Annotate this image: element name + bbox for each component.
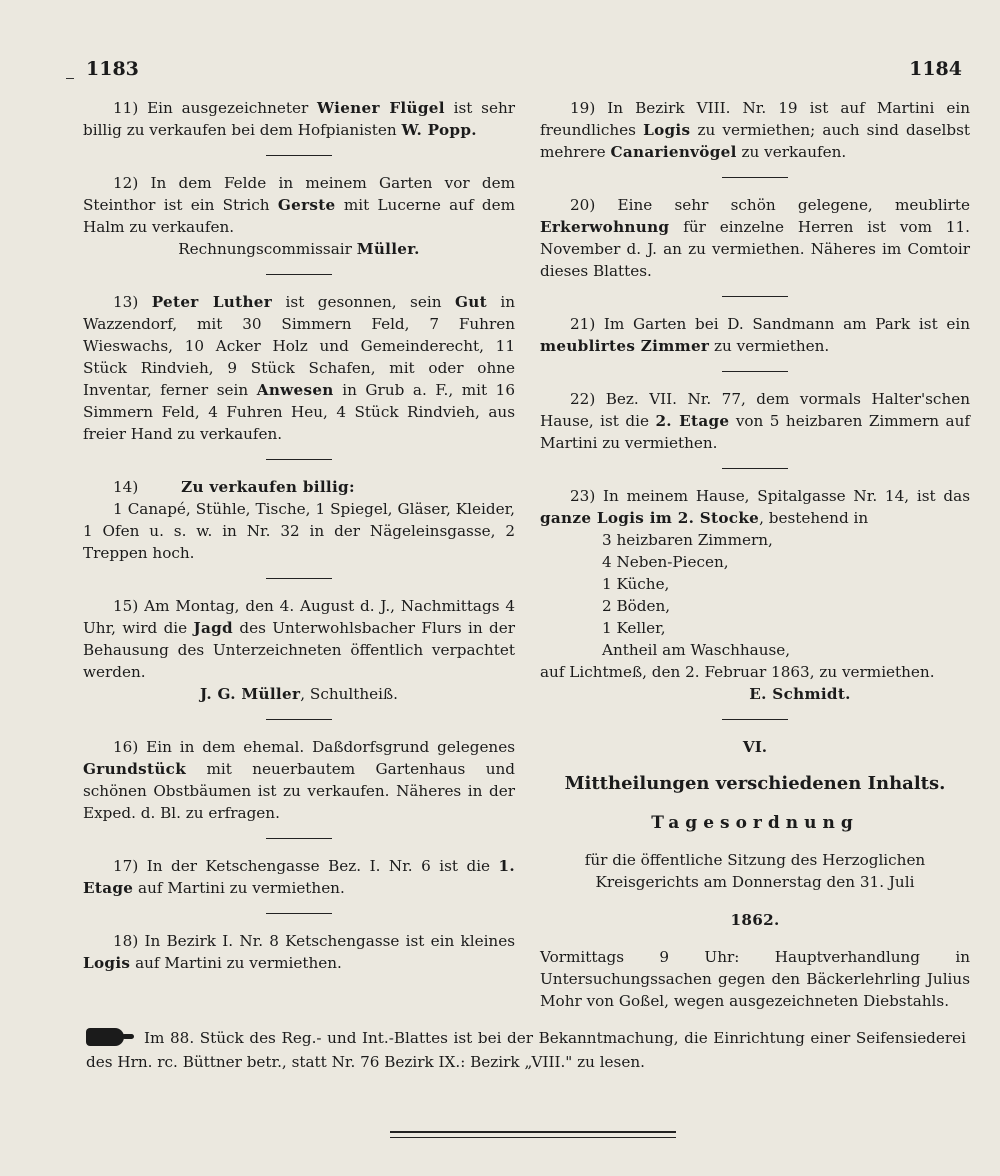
ad-22 [540, 388, 970, 454]
ad-text: auf Martini zu vermiethen. [133, 879, 345, 897]
divider [722, 296, 788, 297]
ad-highlight: Logis [643, 121, 691, 139]
ad-text: 23) In meinem Hause, Spitalgasse Nr. 14, ist das [570, 487, 970, 505]
ad-text: mit Lucerne auf dem Halm zu verkaufen. [83, 196, 515, 236]
ad-text: 12) In dem Felde in meinem Garten vor dem Steinthor ist ein Strich [83, 174, 515, 214]
ad-text: in Wazzendorf, mit 30 Simmern Feld, 7 Fuhren Wieswachs, 10 Acker Holz und Gemeinderecht, 11 Stück Rindvieh, 9 Stück Schafen, mit oder ohne Inventar, ferner sein [83, 293, 516, 399]
agenda-year: 1862. [730, 910, 780, 929]
divider [266, 719, 332, 720]
pointing-hand-icon [86, 1028, 124, 1046]
divider [266, 155, 332, 156]
ad-text: 20) Eine sehr schön gelegene, meublirte [570, 196, 970, 214]
signature-name: J. G. Müller [200, 685, 301, 703]
ad-20 [540, 194, 970, 282]
ad-text: zu vermiethen. [709, 337, 830, 355]
ad-number: 14) [113, 478, 139, 496]
ad-text: des Unterwohlsbacher Flurs in der Behausung des Unterzeichneten öffentlich verpachtet werden. [83, 619, 515, 681]
left-column [83, 97, 515, 974]
correction-note [86, 1026, 966, 1074]
ad-highlight: W. Popp. [401, 121, 477, 139]
divider [722, 177, 788, 178]
ad-highlight: Gerste [277, 196, 336, 214]
ad-text: mit neuerbautem Gartenhaus und schönen Obstbäumen ist zu verkaufen. Näheres in der Exped. d. Bl. zu erfragen. [83, 760, 515, 822]
ad-text: in Grub a. F., mit 16 Simmern Feld, 4 Fuhren Heu, 4 Stück Rindvieh, aus freier Hand zu verkaufen. [83, 381, 515, 443]
list-item: Antheil am Waschhause, [602, 641, 791, 659]
divider [266, 274, 332, 275]
ad-11 [83, 97, 515, 141]
closing-double-rule [390, 1131, 676, 1138]
divider [722, 371, 788, 372]
section-title: Mittheilungen verschiedenen Inhalts. [564, 773, 946, 795]
ad-text: 22) Bez. VII. Nr. 77, dem vormals Halter'schen Hause, ist die [540, 390, 970, 430]
ad-16 [83, 736, 515, 824]
ad-text: 19) In Bezirk VIII. Nr. 19 ist auf Martini ein freundliches [540, 99, 970, 139]
ad-15 [83, 595, 515, 705]
correction-text: Im 88. Stück des Reg.- und Int.-Blattes ist bei der Bekanntmachung, die Einrichtung einer Seifensiederei des Hrn. rc. Büttner betr., statt Nr. 76 Bezirk IX.: Bezirk „VIII." zu lesen. [86, 1029, 966, 1071]
ad-highlight: Erkerwohnung [540, 218, 670, 236]
signature-name: E. Schmidt. [749, 685, 851, 703]
divider [266, 838, 332, 839]
ad-highlight: ganze Logis im 2. Stocke [540, 509, 760, 527]
list-item: 4 Neben-Piecen, [602, 553, 729, 571]
ad-text: 16) Ein in dem ehemal. Daßdorfsgrund gelegenes [113, 738, 515, 756]
ad-text: , bestehend in [759, 509, 869, 527]
ad-highlight: Wiener Flügel [317, 99, 445, 117]
ad-18 [83, 930, 515, 974]
agenda-session [540, 946, 970, 1012]
margin-mark [66, 78, 74, 79]
ad-23 [540, 485, 970, 705]
divider [266, 578, 332, 579]
ad-text: von 5 heizbaren Zimmern auf Martini zu vermiethen. [540, 412, 970, 452]
signature-title: , Schultheiß. [300, 685, 398, 703]
page-number-right: 1184 [909, 58, 962, 80]
ad-14 [83, 476, 515, 564]
signature-title: Rechnungscommissair [178, 240, 357, 258]
signature-name: Müller. [356, 240, 420, 258]
ad-17 [83, 855, 515, 899]
divider [722, 719, 788, 720]
ad-text: ist sehr billig zu verkaufen bei dem Hofpianisten [83, 99, 516, 139]
ad-19 [540, 97, 970, 163]
ad-highlight: Gut [454, 293, 487, 311]
ad-text: zu vermiethen; auch sind daselbst mehrere [540, 121, 970, 161]
ad-text: auf Martini zu vermiethen. [130, 954, 342, 972]
ad-heading: Zu verkaufen billig: [181, 478, 355, 496]
agenda-title: Tagesordnung [651, 813, 859, 834]
divider [722, 468, 788, 469]
section-vi [540, 736, 970, 1012]
ad-signature [83, 683, 515, 705]
ad-highlight: 1. Etage [83, 857, 515, 897]
ad-text: für einzelne Herren ist vom 11. November d. J. an zu vermiethen. Näheres im Comtoir dieses Blattes. [540, 218, 970, 280]
list-item: 1 Küche, [602, 575, 670, 593]
ad-highlight: 2. Etage [655, 412, 730, 430]
session-text: Hauptverhandlung in Untersuchungssachen gegen den Bäckerlehrling Julius Mohr von Goßel, wegen ausgezeichneten Diebstahls. [540, 947, 970, 1010]
ad-21 [540, 313, 970, 357]
ad-highlight: Grundstück [83, 760, 187, 778]
ad-text: 17) In der Ketschengasse Bez. I. Nr. 6 ist die [113, 857, 499, 875]
list-item: 1 Keller, [602, 619, 666, 637]
ad-text: ist gesonnen, sein [272, 293, 455, 311]
divider [266, 459, 332, 460]
right-column [540, 97, 970, 1027]
ad-highlight: Peter Luther [151, 293, 273, 311]
ad-text: zu verkaufen. [736, 143, 847, 161]
list-item: 2 Böden, [602, 597, 671, 615]
ad-13 [83, 291, 515, 445]
ad-highlight: Anwesen [256, 381, 334, 399]
ad-text: 18) In Bezirk I. Nr. 8 Ketschengasse ist ein kleines [113, 932, 515, 950]
ad-highlight: Logis [83, 954, 131, 972]
section-number: VI. [742, 738, 768, 756]
ad-signature [540, 683, 970, 705]
ad-text: 1 Canapé, Stühle, Tische, 1 Spiegel, Gläser, Kleider, 1 Ofen u. s. w. in Nr. 32 in der Nägeleinsgasse, 2 Treppen hoch. [83, 500, 515, 562]
page-number-left: 1183 [86, 58, 139, 80]
ad-12 [83, 172, 515, 260]
list-item: 3 heizbaren Zimmern, [602, 531, 773, 549]
ad-text: 11) Ein ausgezeichneter [113, 99, 318, 117]
session-label: Vormittags 9 Uhr: [540, 947, 740, 966]
ad-signature [83, 238, 515, 260]
ad-text: 15) Am Montag, den 4. August d. J., Nachmittags 4 Uhr, wird die [83, 597, 515, 637]
agenda-text: für die öffentliche Sitzung des Herzoglichen Kreisgerichts am Donnerstag den 31. Juli [584, 851, 926, 892]
ad-highlight: meublirtes Zimmer [540, 337, 710, 355]
ad-highlight: Jagd [193, 619, 233, 637]
divider [266, 913, 332, 914]
ad-number: 13) [113, 293, 152, 311]
ad-closing: auf Lichtmeß, den 2. Februar 1863, zu vermiethen. [540, 663, 935, 681]
ad-highlight: Canarienvögel [610, 143, 737, 161]
ad-text: 21) Im Garten bei D. Sandmann am Park ist ein [570, 315, 970, 333]
